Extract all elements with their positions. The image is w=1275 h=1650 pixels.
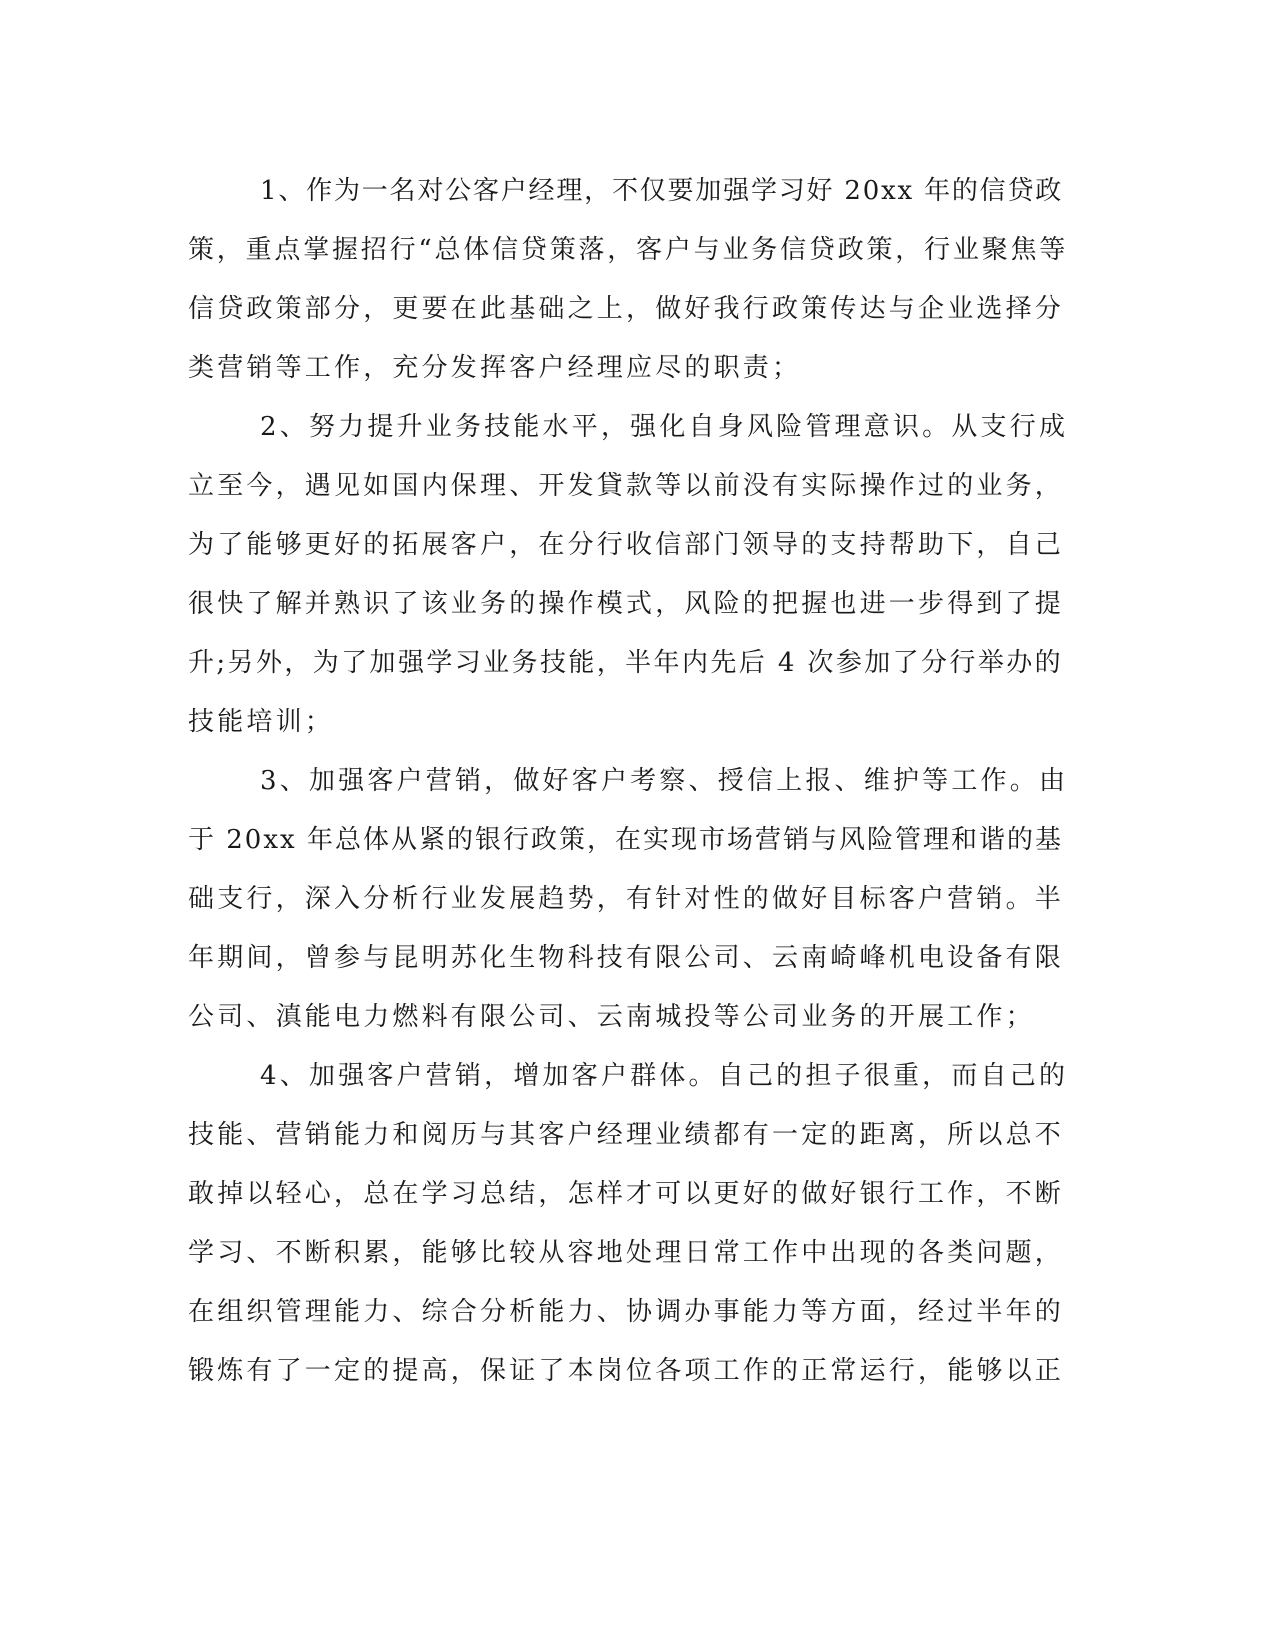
paragraph-3-line-4: 年期间，曾参与昆明苏化生物科技有限公司、云南崎峰机电设备有限 [188, 943, 1065, 973]
paragraph-3-line-1: 3、加强客户营销，做好客户考察、授信上报、维护等工作。由 [260, 766, 1069, 796]
paragraph-1-line-2: 策，重点掌握招行“总体信贷策落，客户与业务信贷政策，行业聚焦等 [188, 235, 1069, 265]
paragraph-4-line-3: 敢掉以轻心，总在学习总结，怎样才可以更好的做好银行工作，不断 [188, 1179, 1065, 1209]
paragraph-3-line-2: 于 20xx 年总体从紧的银行政策，在实现市场营销与风险管理和谐的基 [188, 825, 1063, 855]
paragraph-4-line-5: 在组织管理能力、综合分析能力、协调办事能力等方面，经过半年的 [188, 1297, 1065, 1327]
paragraph-3-line-5: 公司、滇能电力燃料有限公司、云南城投等公司业务的开展工作； [188, 1002, 1035, 1032]
paragraph-3-line-3: 础支行，深入分析行业发展趋势，有针对性的做好目标客户营销。半 [188, 884, 1065, 914]
paragraph-1-line-3: 信贷政策部分，更要在此基础之上，做好我行政策传达与企业选择分 [188, 294, 1065, 324]
paragraph-1-line-4: 类营销等工作，充分发挥客户经理应尽的职责； [188, 353, 802, 383]
paragraph-2-line-3: 为了能够更好的拓展客户，在分行收信部门领导的支持帮助下，自己 [188, 530, 1065, 560]
paragraph-2-line-6: 技能培训； [188, 707, 335, 737]
paragraph-2-line-4: 很快了解并熟识了该业务的操作模式，风险的把握也进一步得到了提 [188, 589, 1065, 619]
paragraph-4-line-1: 4、加强客户营销，增加客户群体。自己的担子很重，而自己的 [260, 1061, 1069, 1091]
paragraph-1-line-1: 1、作为一名对公客户经理，不仅要加强学习好 20xx 年的信贷政 [260, 176, 1064, 206]
paragraph-2-line-5: 升;另外，为了加强学习业务技能，半年内先后 4 次参加了分行举办的 [188, 648, 1064, 678]
paragraph-2-line-2: 立至今，遇见如国内保理、开发貸款等以前没有实际操作过的业务， [188, 471, 1065, 501]
paragraph-4-line-4: 学习、不断积累，能够比较从容地处理日常工作中出现的各类问题， [188, 1238, 1065, 1268]
paragraph-2-line-1: 2、努力提升业务技能水平，强化自身风险管理意识。从支行成 [260, 412, 1069, 442]
paragraph-4-line-6: 锻炼有了一定的提高，保证了本岗位各项工作的正常运行，能够以正 [188, 1356, 1065, 1386]
paragraph-4-line-2: 技能、营销能力和阅历与其客户经理业绩都有一定的距离，所以总不 [188, 1120, 1065, 1150]
